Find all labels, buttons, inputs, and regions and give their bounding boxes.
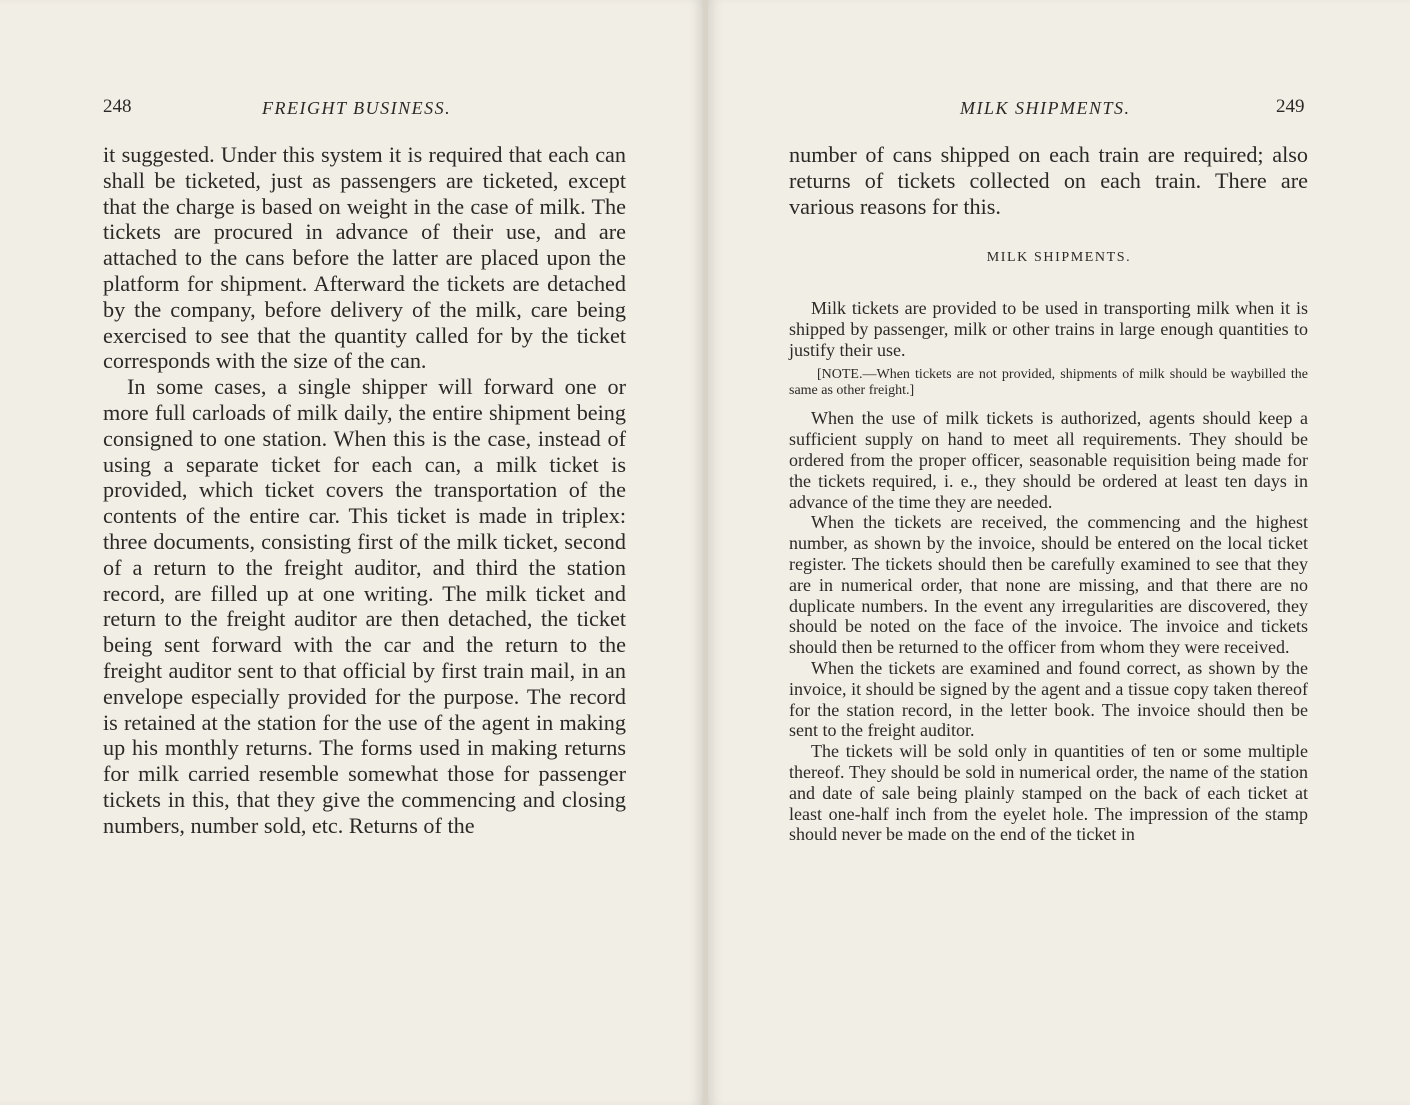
note-paragraph: [NOTE.—When tickets are not provided, shipments of milk should be waybilled the same as other freight.] (789, 367, 1308, 399)
right-running-title: MILK SHIPMENTS. (960, 98, 1131, 118)
right-paragraph-5: The tickets will be sold only in quantities of ten or some multiple thereof. They should be sold in numerical order, the name of the station and date of sale being plainly stamped on the back of each ticket at least one-half inch from the eyelet hole. The impression of the stamp should never be made on the end of the ticket in (789, 741, 1308, 845)
right-page (708, 0, 1410, 1105)
right-page-number: 249 (1276, 96, 1305, 117)
left-paragraph-2: In some cases, a single shipper will forward one or more full carloads of milk daily, the entire shipment being consigned to one station. When this is the case, instead of using a separate ticket for each can, a milk ticket is provided, which ticket covers the transportation of the contents of the entire car. This ticket is made in triplex: three documents, consisting first of the milk ticket, second of a return to the freight auditor, and third the station record, are filled up at one writing. The milk ticket and return to the freight auditor are then detached, the ticket being sent forward with the car and the return to the freight auditor sent to that official by first train mail, in an envelope especially provided for the purpose. The record is retained at the station for the use of the agent in making up his monthly returns. The forms used in making returns for milk carried resemble somewhat those for passenger tickets in this, that they give the commencing and closing numbers, number sold, etc. Returns of the (103, 374, 626, 838)
left-running-title: FREIGHT BUSINESS. (262, 98, 452, 118)
right-paragraph-1: Milk tickets are provided to be used in transporting milk when it is shipped by passenger, milk or other trains in large enough quantities to justify their use. (789, 298, 1308, 360)
left-body-text (103, 142, 626, 839)
left-page (0, 0, 704, 1105)
left-paragraph-1: it suggested. Under this system it is required that each can shall be ticketed, just as passengers are ticketed, except that the charge is based on weight in the case of milk. The tickets are procured in advance of their use, and are attached to the cans before the latter are placed upon the platform for shipment. Afterward the tickets are detached by the company, before delivery of the milk, care being exercised to see that the quantity called for by the ticket corresponds with the size of the can. (103, 142, 626, 374)
right-paragraph-3: When the tickets are received, the commencing and the highest number, as shown by the invoice, should be entered on the local ticket register. The tickets should then be carefully examined to see that they are in numerical order, that none are missing, and that there are no duplicate numbers. In the event any irregularities are discovered, they should be noted on the face of the invoice. The invoice and tickets should then be returned to the officer from whom they were received. (789, 512, 1308, 658)
right-paragraph-2: When the use of milk tickets is authorized, agents should keep a sufficient supply on hand to meet all requirements. They should be ordered from the proper officer, seasonable requisition being made for the tickets required, i. e., they should be ordered at least ten days in advance of the time they are needed. (789, 408, 1308, 512)
right-paragraph-4: When the tickets are examined and found correct, as shown by the invoice, it should be signed by the agent and a tissue copy taken thereof for the station record, in the letter book. The invoice should then be sent to the freight auditor. (789, 657, 1308, 741)
right-top-text (789, 142, 1308, 220)
right-top-paragraph: number of cans shipped on each train are required; also returns of tickets collected on each train. There are various reasons for this. (789, 142, 1308, 219)
right-body-text (789, 298, 1308, 845)
left-page-number: 248 (103, 96, 132, 117)
section-heading: MILK SHIPMENTS. (986, 250, 1132, 265)
